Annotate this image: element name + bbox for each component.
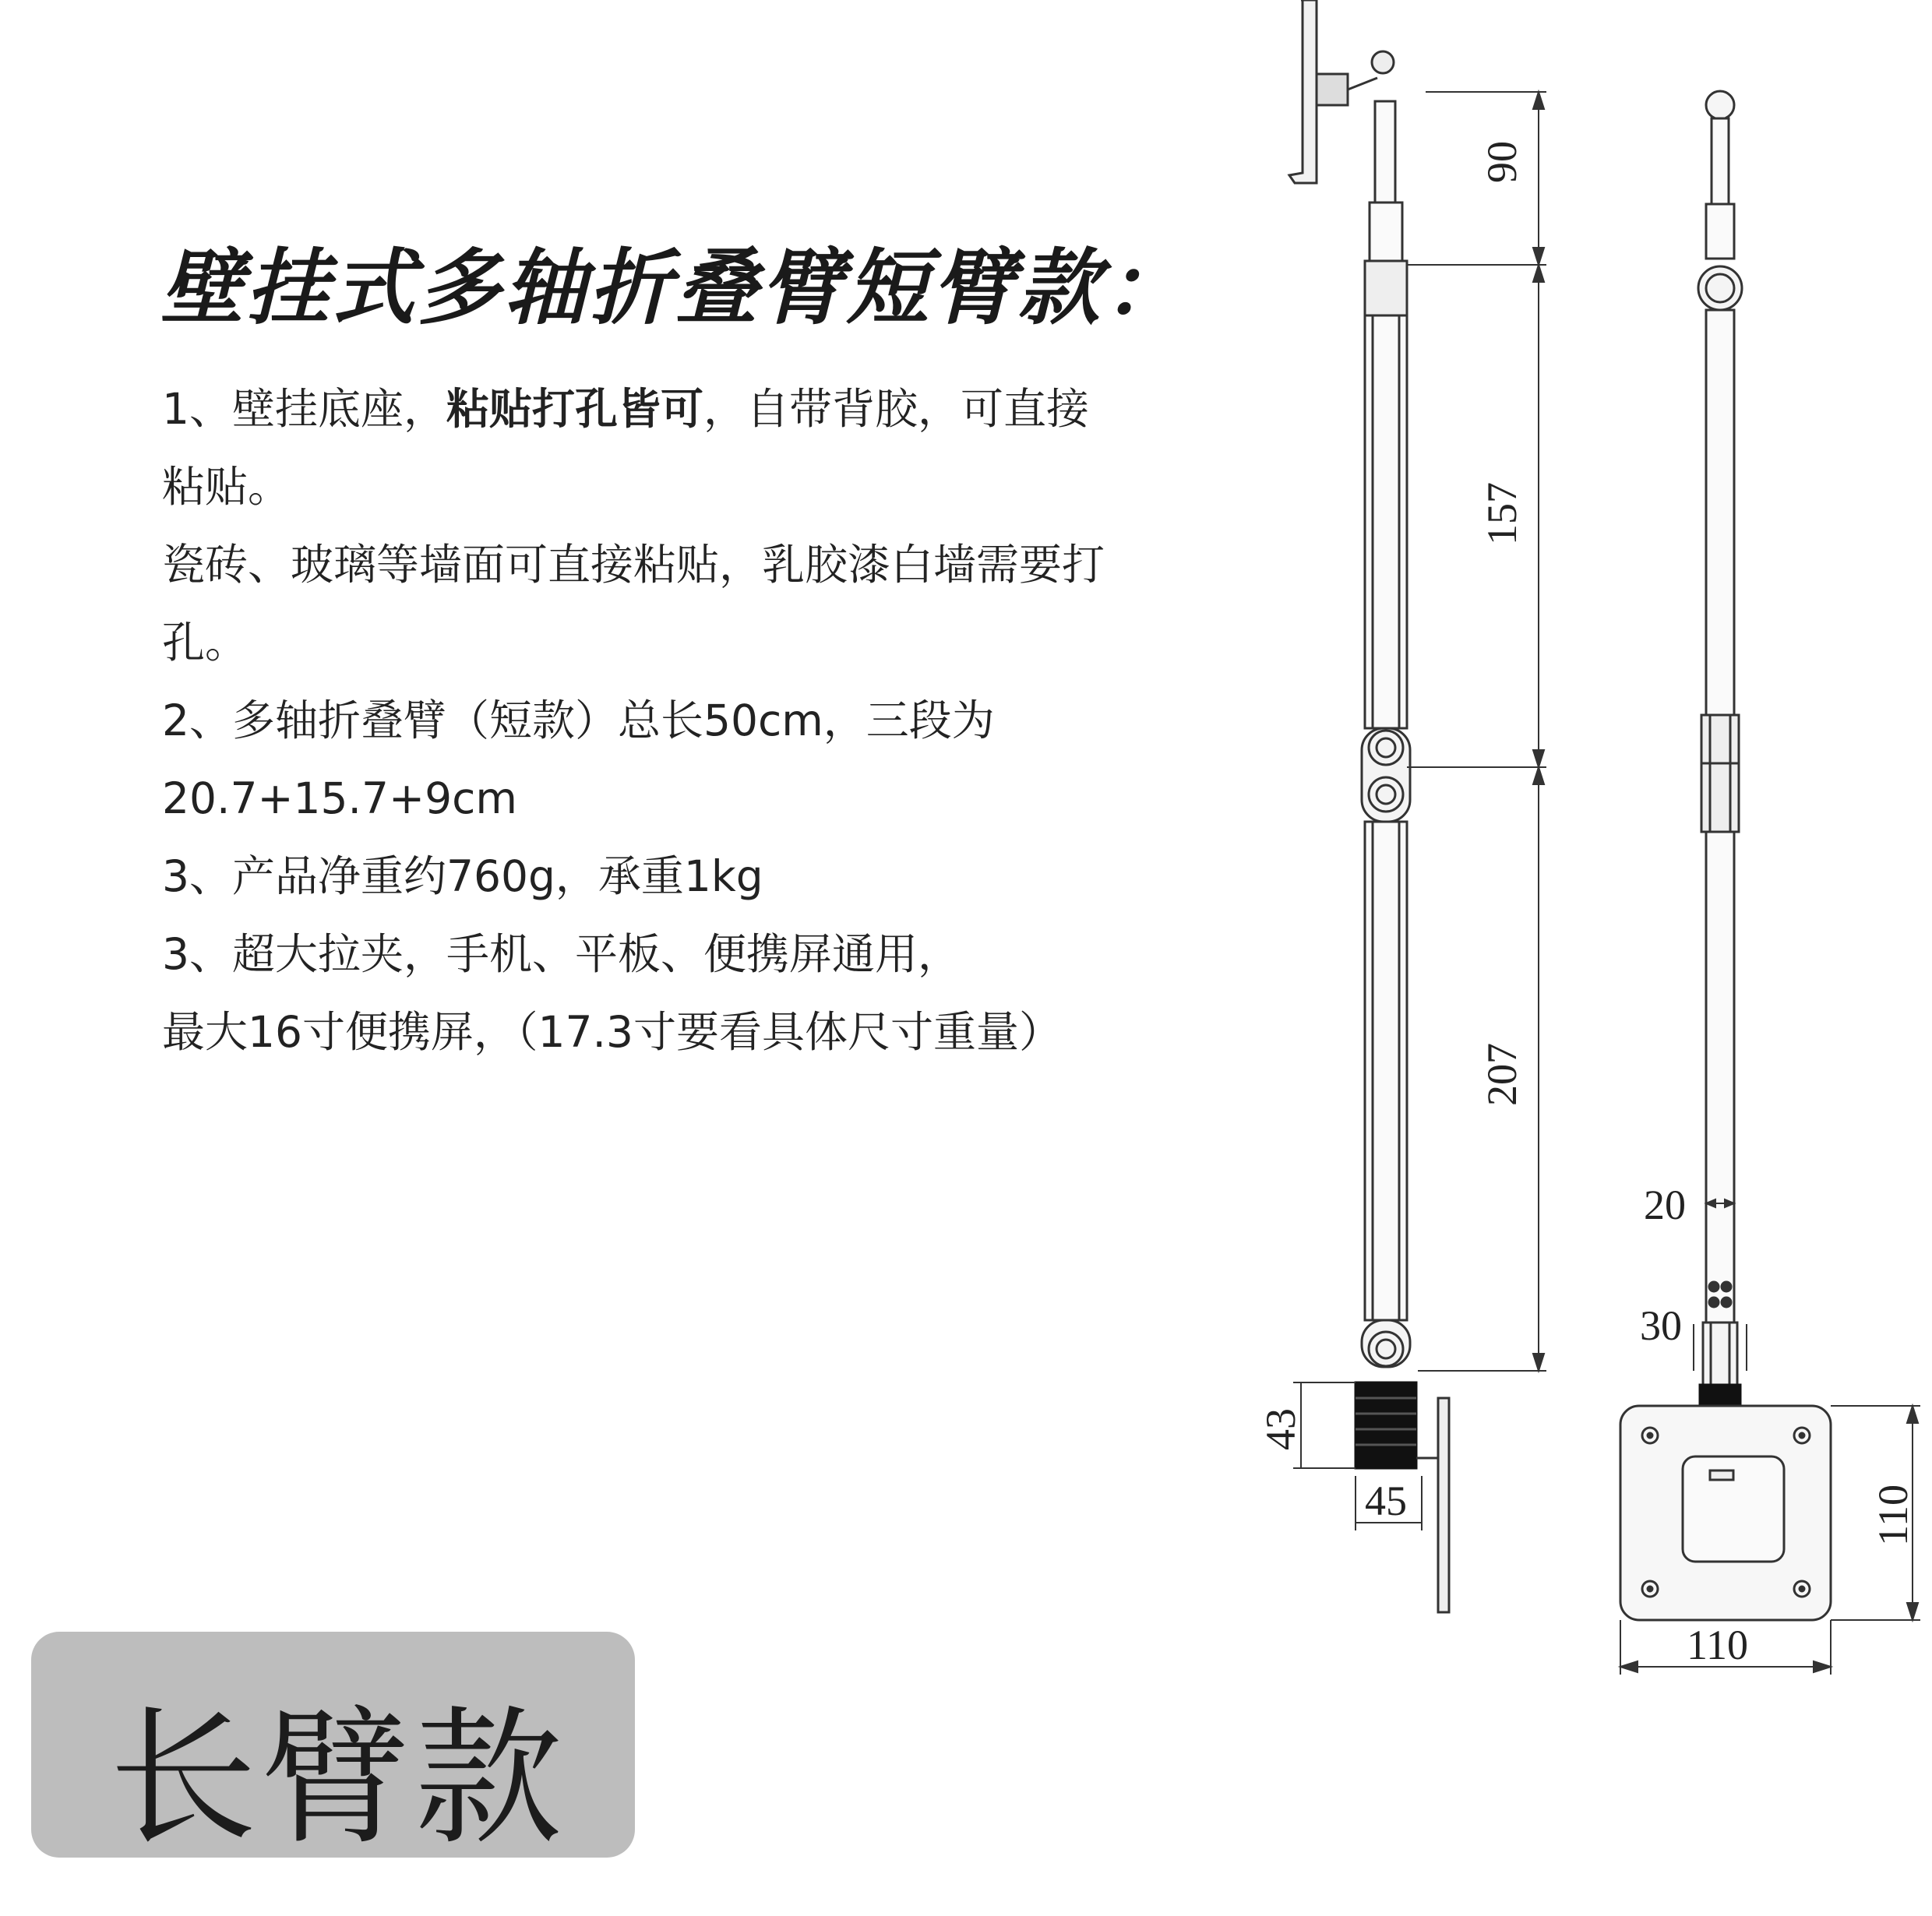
dim-label-110-vertical: 110 — [1870, 1485, 1916, 1546]
badge-label: 长臂款 — [109, 1692, 568, 1865]
side-dimension-lines — [1293, 92, 1546, 1530]
front-view-arm — [1620, 91, 1831, 1620]
long-arm-badge — [31, 1632, 635, 1865]
description-line-3: 瓷砖、玻璃等墙面可直接粘贴，乳胶漆白墙需要打 — [162, 540, 1105, 590]
page-title: 壁挂式多轴折叠臂短臂款： — [160, 240, 1189, 336]
dim-label-110-horizontal: 110 — [1687, 1622, 1748, 1668]
technical-drawing — [1246, 0, 1932, 1713]
description-line-8: 3、超大拉夹，手机、平板、便携屏通用， — [162, 929, 961, 979]
description-line-6: 20.7+15.7+9cm — [162, 773, 517, 823]
description-line-2: 粘贴。 — [162, 462, 291, 512]
description-line-9: 最大16寸便携屏，（17.3寸要看具体尺寸重量） — [162, 1007, 1062, 1057]
dim-label-43: 43 — [1257, 1408, 1304, 1450]
dim-label-90: 90 — [1479, 141, 1525, 183]
text-fragment: ，自带背胶，可直接 — [703, 384, 1090, 434]
description-line-5: 2、多轴折叠臂（短款）总长50cm，三段为 — [162, 696, 995, 745]
bold-text-fragment: 粘贴打孔皆可 — [446, 384, 704, 434]
description-line-7: 3、产品净重约760g，承重1kg — [162, 851, 763, 901]
dim-label-30: 30 — [1640, 1302, 1682, 1349]
description — [162, 370, 1237, 1071]
dim-label-20: 20 — [1644, 1182, 1686, 1228]
description-line-4: 孔。 — [162, 618, 249, 667]
description-line-1 — [162, 370, 1237, 448]
text-fragment: 1、壁挂底座， — [162, 384, 446, 434]
dim-label-207: 207 — [1479, 1043, 1525, 1106]
dim-label-45: 45 — [1365, 1478, 1407, 1524]
dim-label-157: 157 — [1479, 482, 1525, 545]
